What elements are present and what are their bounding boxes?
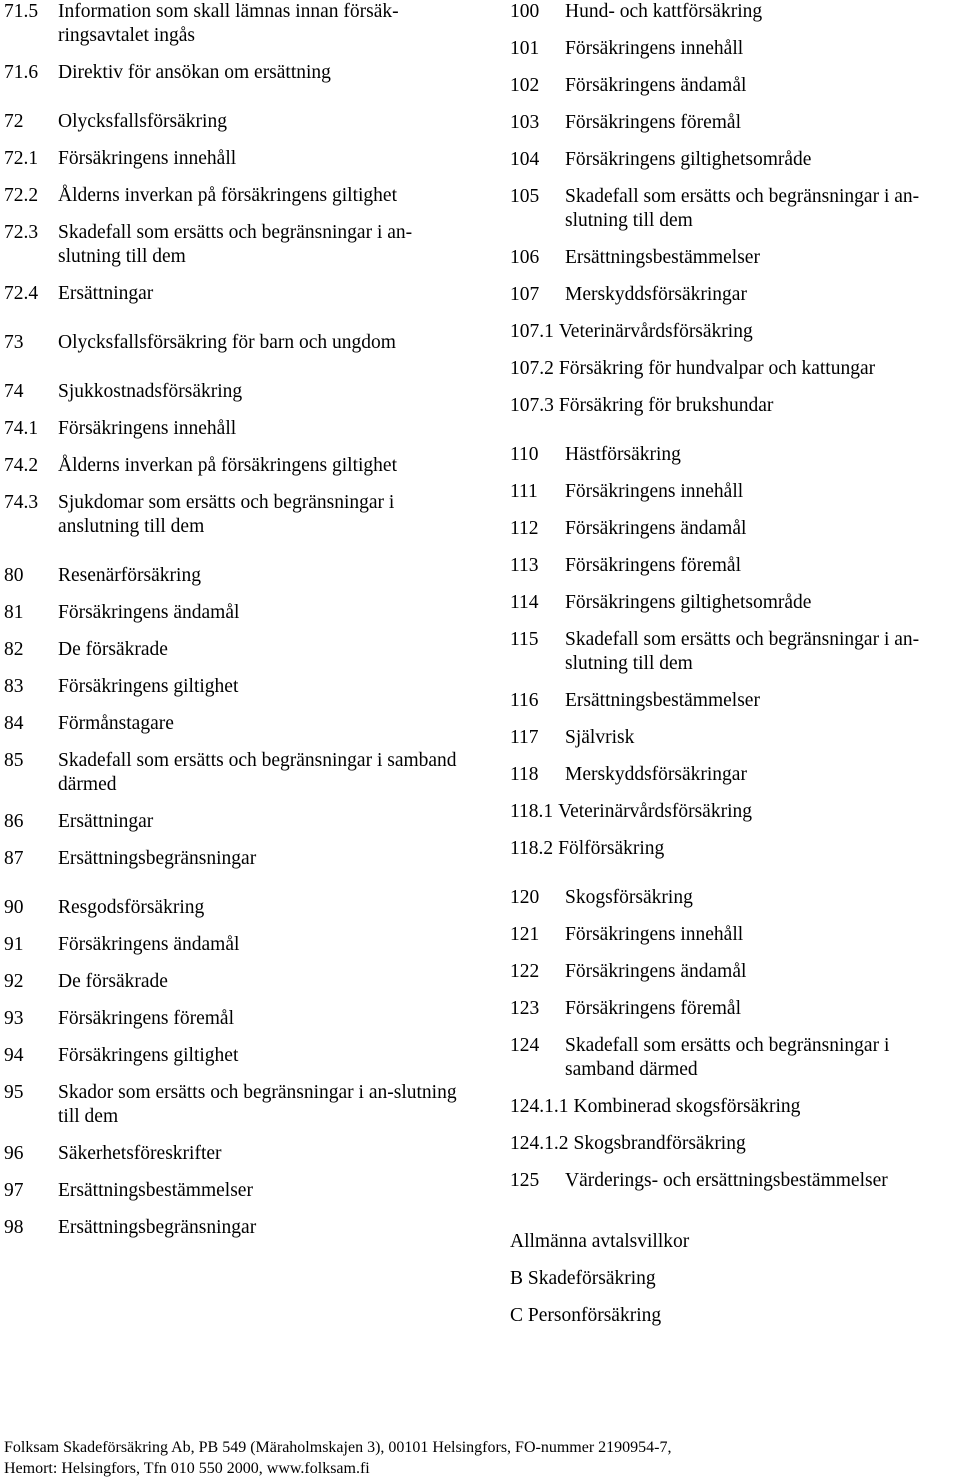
- toc-title: Ersättningar: [58, 811, 154, 832]
- toc-number: 86: [4, 811, 24, 832]
- toc-number: 117: [510, 727, 539, 748]
- toc-number: 72.1: [4, 148, 39, 169]
- toc-title: Skadefall som ersätts och begränsningar i an-slutning till dem: [58, 222, 413, 267]
- toc-item: [4, 282, 474, 306]
- toc-item: [510, 886, 960, 910]
- toc-number: 73: [4, 332, 24, 353]
- personal-insurance-heading: C Personförsäkring: [510, 1305, 662, 1326]
- toc-title: Skadefall som ersätts och begränsningar i an-slutning till dem: [565, 186, 920, 231]
- toc-item: [510, 74, 960, 98]
- toc-title: Försäkringens innehåll: [58, 418, 237, 439]
- toc-item: [4, 601, 474, 625]
- toc-title: Skadefall som ersätts och begränsningar i samband därmed: [58, 750, 457, 795]
- left-toc-column: [4, 0, 474, 1253]
- toc-number: 98: [4, 1217, 24, 1238]
- toc-item: [4, 331, 474, 355]
- toc-title: Värderings- och ersättningsbestämmelser: [565, 1170, 888, 1191]
- toc-number: 71.6: [4, 62, 39, 83]
- toc-title: Sjukdomar som ersätts och begränsningar i anslutning till dem: [58, 492, 395, 537]
- toc-title: Försäkringens innehåll: [565, 481, 744, 502]
- toc-item: [4, 810, 474, 834]
- toc-title: Försäkringens giltighet: [58, 676, 239, 697]
- toc-title: Försäkringens giltighetsområde: [565, 592, 812, 613]
- toc-number: 104: [510, 149, 540, 170]
- toc-item: [510, 1095, 960, 1119]
- toc-number: 125: [510, 1170, 540, 1191]
- right-toc-column: [510, 0, 960, 1341]
- toc-number: 118.1: [510, 801, 554, 822]
- toc-number: 80: [4, 565, 24, 586]
- toc-item: [4, 380, 474, 404]
- toc-number: 118: [510, 764, 539, 785]
- toc-title: Ersättningsbegränsningar: [58, 848, 257, 869]
- toc-item: [510, 591, 960, 615]
- toc-item: [4, 564, 474, 588]
- toc-number: 123: [510, 998, 540, 1019]
- toc-title: Försäkringens föremål: [565, 998, 741, 1019]
- toc-number: 107.2: [510, 358, 554, 379]
- toc-title: Skadefall som ersätts och begränsningar i samband därmed: [565, 1035, 890, 1080]
- toc-item: [510, 1169, 960, 1193]
- toc-title: Försäkringens föremål: [58, 1008, 234, 1029]
- toc-item: [510, 37, 960, 61]
- toc-number: 90: [4, 897, 24, 918]
- toc-item: [510, 763, 960, 787]
- toc-item: [4, 712, 474, 736]
- toc-number: 112: [510, 518, 539, 539]
- toc-number: 124: [510, 1035, 540, 1056]
- toc-title: Veterinärvårdsförsäkring: [558, 321, 753, 342]
- toc-number: 121: [510, 924, 540, 945]
- toc-title: Ersättningsbegränsningar: [58, 1217, 257, 1238]
- toc-item: [4, 896, 474, 920]
- toc-title: Säkerhetsföreskrifter: [58, 1143, 222, 1164]
- footer-contact-line: Hemort: Helsingfors, Tfn 010 550 2000, www.folksam.fi: [4, 1460, 370, 1477]
- toc-item: [4, 675, 474, 699]
- toc-number: 81: [4, 602, 24, 623]
- toc-item: [4, 110, 474, 134]
- toc-number: 106: [510, 247, 540, 268]
- toc-number: 87: [4, 848, 24, 869]
- toc-title: Sjukkostnadsförsäkring: [58, 381, 243, 402]
- toc-title: Ersättningsbestämmelser: [565, 690, 760, 711]
- toc-title: Hund- och kattförsäkring: [565, 1, 763, 22]
- toc-title: Försäkringens innehåll: [565, 38, 744, 59]
- toc-number: 94: [4, 1045, 24, 1066]
- toc-number: 114: [510, 592, 539, 613]
- toc-title: Försäkring för brukshundar: [558, 395, 774, 416]
- toc-number: 107: [510, 284, 540, 305]
- toc-title: Direktiv för ansökan om ersättning: [58, 62, 331, 83]
- general-terms-heading: Allmänna avtalsvillkor: [510, 1231, 690, 1252]
- toc-title: Merskyddsförsäkringar: [565, 284, 747, 305]
- toc-title: Försäkringens ändamål: [58, 602, 240, 623]
- toc-number: 83: [4, 676, 24, 697]
- toc-number: 74.3: [4, 492, 39, 513]
- toc-title: Ersättningar: [58, 283, 154, 304]
- toc-number: 74.2: [4, 455, 39, 476]
- toc-number: 111: [510, 481, 538, 502]
- toc-title: Ålderns inverkan på försäkringens giltighet: [58, 185, 397, 206]
- toc-number: 113: [510, 555, 539, 576]
- toc-title: Resgodsförsäkring: [58, 897, 205, 918]
- toc-number: 107.3: [510, 395, 554, 416]
- toc-number: 124.1.2: [510, 1133, 569, 1154]
- toc-title: Fölförsäkring: [558, 838, 665, 859]
- toc-title: Försäkringens föremål: [565, 555, 741, 576]
- toc-title: Skadefall som ersätts och begränsningar i an-slutning till dem: [565, 629, 920, 674]
- toc-title: Resenärförsäkring: [58, 565, 201, 586]
- toc-item: [510, 443, 960, 467]
- toc-number: 107.1: [510, 321, 554, 342]
- toc-title: Skador som ersätts och begränsningar i an-slutning till dem: [58, 1082, 457, 1127]
- toc-number: 85: [4, 750, 24, 771]
- toc-title: Självrisk: [565, 727, 635, 748]
- toc-item: [4, 417, 474, 441]
- toc-item: [4, 1179, 474, 1203]
- toc-item: [4, 749, 474, 797]
- toc-item: [4, 221, 474, 269]
- toc-item: [4, 1216, 474, 1240]
- toc-item: [510, 0, 960, 24]
- toc-title: Försäkringens föremål: [565, 112, 741, 133]
- toc-title: Olycksfallsförsäkring: [58, 111, 227, 132]
- toc-title: Olycksfallsförsäkring för barn och ungdom: [58, 332, 396, 353]
- toc-number: 84: [4, 713, 24, 734]
- toc-title: De försäkrade: [58, 639, 168, 660]
- toc-item: [4, 184, 474, 208]
- toc-title: Försäkringens ändamål: [565, 961, 747, 982]
- toc-item: [4, 970, 474, 994]
- toc-item: [4, 61, 474, 85]
- toc-title: Försäkring för hundvalpar och kattungar: [558, 358, 876, 379]
- toc-item: [4, 491, 474, 539]
- toc-item: [510, 1132, 960, 1156]
- toc-title: Merskyddsförsäkringar: [565, 764, 747, 785]
- toc-title: Skogsbrandförsäkring: [573, 1133, 746, 1154]
- toc-number: 82: [4, 639, 24, 660]
- toc-number: 110: [510, 444, 539, 465]
- toc-title: Kombinerad skogsförsäkring: [573, 1096, 801, 1117]
- toc-number: 96: [4, 1143, 24, 1164]
- toc-number: 72: [4, 111, 24, 132]
- toc-item: [510, 320, 960, 344]
- toc-number: 74.1: [4, 418, 39, 439]
- toc-item: [510, 800, 960, 824]
- toc-title: Försäkringens ändamål: [565, 75, 747, 96]
- toc-title: Försäkringens giltighet: [58, 1045, 239, 1066]
- toc-item: [510, 960, 960, 984]
- toc-item: [510, 283, 960, 307]
- toc-title: Ersättningsbestämmelser: [565, 247, 760, 268]
- toc-number: 120: [510, 887, 540, 908]
- toc-title: De försäkrade: [58, 971, 168, 992]
- toc-number: 115: [510, 629, 539, 650]
- toc-item: [4, 1142, 474, 1166]
- toc-item: [510, 480, 960, 504]
- toc-item: [510, 1034, 960, 1082]
- toc-item: [510, 111, 960, 135]
- toc-item: [510, 726, 960, 750]
- toc-number: 97: [4, 1180, 24, 1201]
- toc-number: 102: [510, 75, 540, 96]
- toc-number: 72.2: [4, 185, 39, 206]
- toc-item: [510, 837, 960, 861]
- page-footer: [4, 1437, 954, 1479]
- property-insurance-heading: B Skadeförsäkring: [510, 1268, 656, 1289]
- toc-title: Försäkringens ändamål: [565, 518, 747, 539]
- toc-number: 103: [510, 112, 540, 133]
- toc-title: Ersättningsbestämmelser: [58, 1180, 253, 1201]
- footer-company-line: Folksam Skadeförsäkring Ab, PB 549 (Märaholmskajen 3), 00101 Helsingfors, FO-nummer 2190954-7,: [4, 1439, 672, 1456]
- toc-item: [510, 148, 960, 172]
- toc-number: 72.4: [4, 283, 39, 304]
- toc-number: 118.2: [510, 838, 554, 859]
- toc-number: 71.5: [4, 1, 39, 22]
- toc-title: Veterinärvårdsförsäkring: [558, 801, 752, 822]
- toc-item: [4, 638, 474, 662]
- toc-item: [510, 554, 960, 578]
- toc-number: 100: [510, 1, 540, 22]
- toc-number: 92: [4, 971, 24, 992]
- toc-number: 91: [4, 934, 24, 955]
- toc-item: [510, 246, 960, 270]
- toc-title: Försäkringens ändamål: [58, 934, 240, 955]
- toc-item: [4, 847, 474, 871]
- toc-item: [4, 0, 474, 48]
- toc-title: Skogsförsäkring: [565, 887, 693, 908]
- toc-number: 101: [510, 38, 540, 59]
- toc-item: [4, 147, 474, 171]
- toc-item: [510, 185, 960, 233]
- toc-item: [510, 997, 960, 1021]
- toc-item: [510, 357, 960, 381]
- toc-title: Information som skall lämnas innan försäk-ringsavtalet ingås: [58, 1, 399, 46]
- toc-item: [4, 454, 474, 478]
- toc-title: Ålderns inverkan på försäkringens giltighet: [58, 455, 397, 476]
- toc-item: [510, 394, 960, 418]
- toc-item: [4, 933, 474, 957]
- toc-title: Hästförsäkring: [565, 444, 681, 465]
- toc-item: [4, 1044, 474, 1068]
- toc-item: [4, 1007, 474, 1031]
- toc-item: [510, 923, 960, 947]
- toc-item: [510, 517, 960, 541]
- toc-number: 116: [510, 690, 539, 711]
- toc-title: Förmånstagare: [58, 713, 174, 734]
- toc-number: 74: [4, 381, 24, 402]
- toc-item: [510, 689, 960, 713]
- toc-number: 93: [4, 1008, 24, 1029]
- toc-item: [510, 628, 960, 676]
- toc-number: 124.1.1: [510, 1096, 569, 1117]
- toc-number: 72.3: [4, 222, 39, 243]
- toc-title: Försäkringens innehåll: [565, 924, 744, 945]
- toc-number: 95: [4, 1082, 24, 1103]
- toc-number: 122: [510, 961, 540, 982]
- toc-item: [4, 1081, 474, 1129]
- toc-title: Försäkringens innehåll: [58, 148, 237, 169]
- toc-number: 105: [510, 186, 540, 207]
- toc-title: Försäkringens giltighetsområde: [565, 149, 812, 170]
